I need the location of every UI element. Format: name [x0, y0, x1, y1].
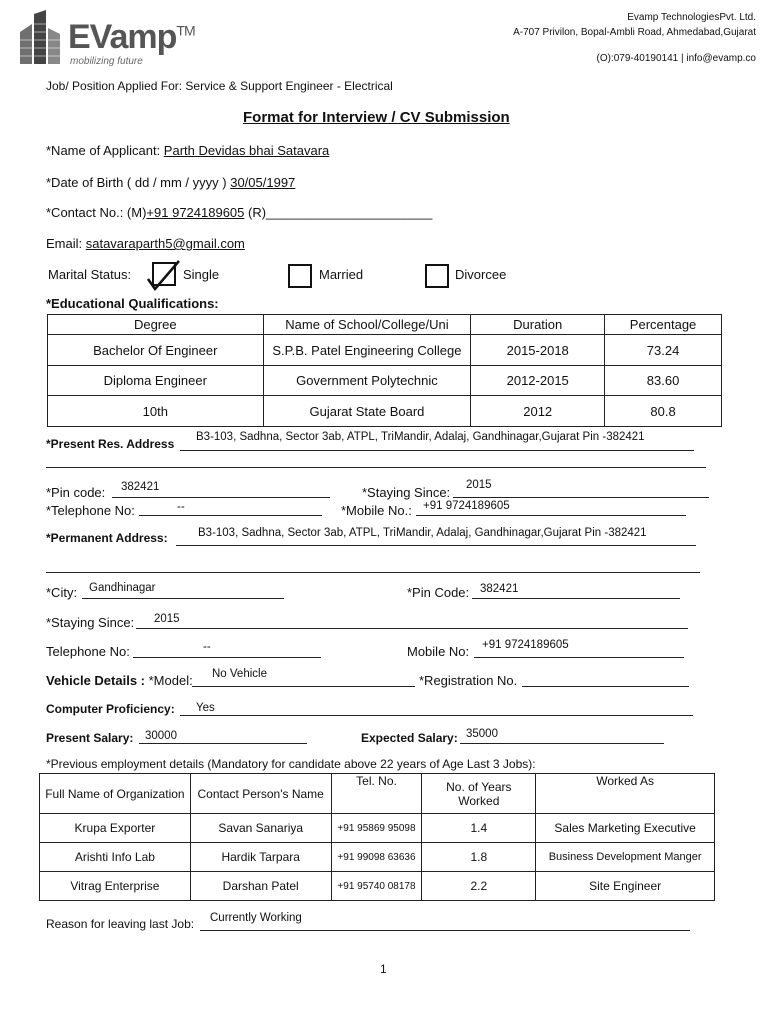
- vehicle-row: Vehicle Details : *Model:: [46, 673, 193, 688]
- permanent-staying-value[interactable]: 2015: [154, 613, 180, 625]
- present-staying-value[interactable]: 2015: [466, 479, 492, 491]
- col-percentage: Percentage: [605, 315, 722, 335]
- col-worked-as: Worked As: [536, 774, 715, 814]
- permanent-address-value[interactable]: B3-103, Sadhna, Sector 3ab, ATPL, TriMandir, Adalaj, Gandhinagar,Gujarat Pin -382421: [198, 527, 647, 539]
- present-staying-label: *Staying Since:: [362, 485, 451, 500]
- form-title: Format for Interview / CV Submission: [243, 109, 510, 126]
- computer-value[interactable]: Yes: [196, 702, 215, 714]
- permanent-mobile-label: Mobile No:: [407, 644, 470, 659]
- present-tel-label: *Telephone No:: [46, 503, 135, 518]
- building-logo-icon: [18, 10, 66, 64]
- checkbox-married[interactable]: [288, 264, 312, 288]
- expected-salary-value[interactable]: 35000: [466, 728, 498, 740]
- education-heading: *Educational Qualifications:: [46, 296, 219, 311]
- permanent-pin-label: *Pin Code:: [407, 585, 470, 600]
- checkbox-divorcee[interactable]: [425, 264, 449, 288]
- education-table: [47, 314, 722, 427]
- employment-table: [39, 773, 715, 901]
- option-divorcee: Divorcee: [455, 267, 507, 282]
- company-name: Evamp TechnologiesPvt. Ltd.: [627, 12, 756, 23]
- city-value[interactable]: Gandhinagar: [89, 582, 156, 594]
- registration-label: *Registration No.: [419, 673, 518, 688]
- vehicle-model-value[interactable]: No Vehicle: [212, 668, 267, 680]
- city-label: *City:: [46, 585, 78, 600]
- present-pin-value[interactable]: 382421: [121, 481, 160, 493]
- education-header-row: [48, 315, 722, 335]
- present-address-label: *Present Res. Address: [46, 437, 175, 451]
- present-salary-value[interactable]: 30000: [145, 730, 177, 742]
- check-mark-icon: [143, 259, 183, 291]
- table-row: Vitrag Enterprise Darshan Patel +91 95740 08178 2.2 Site Engineer: [40, 872, 715, 901]
- table-row: Arishti Info Lab Hardik Tarpara +91 99098 63636 1.8 Business Development Manger: [40, 843, 715, 872]
- company-logo: [18, 10, 208, 70]
- col-duration: Duration: [471, 315, 605, 335]
- col-school: Name of School/College/Uni: [263, 315, 471, 335]
- reason-label: Reason for leaving last Job:: [46, 917, 195, 931]
- company-address: A-707 Privilon, Bopal-Ambli Road, Ahmedabad,Gujarat: [513, 27, 756, 38]
- permanent-address-label: *Permanent Address:: [46, 531, 168, 545]
- contact-mobile[interactable]: +91 9724189605: [146, 205, 245, 220]
- employment-heading: *Previous employment details (Mandatory for candidate above 22 years of Age Last 3 Jobs):: [46, 757, 536, 771]
- permanent-staying-label: *Staying Since:: [46, 615, 135, 630]
- reason-value[interactable]: Currently Working: [210, 912, 302, 924]
- present-tel-value[interactable]: --: [177, 501, 185, 513]
- contact-row: *Contact No.: (M)+91 9724189605 (R)_______________________: [46, 205, 433, 220]
- col-contact-person: Contact Person's Name: [190, 774, 331, 814]
- col-degree: Degree: [48, 315, 264, 335]
- col-years: No. of Years Worked: [422, 774, 536, 814]
- present-mobile-value[interactable]: +91 9724189605: [423, 500, 510, 512]
- applicant-name-row: *Name of Applicant: Parth Devidas bhai Satavara: [46, 143, 330, 158]
- present-pin-label: *Pin code:: [46, 485, 106, 500]
- expected-salary-label: Expected Salary:: [361, 731, 458, 745]
- permanent-tel-value[interactable]: --: [203, 641, 211, 653]
- company-contact: (O):079-40190141 | info@evamp.co: [596, 53, 756, 64]
- present-mobile-label: *Mobile No.:: [341, 503, 412, 518]
- permanent-pin-value[interactable]: 382421: [480, 583, 519, 595]
- table-row: Diploma Engineer Government Polytechnic 2012-2015 83.60: [48, 366, 722, 396]
- employment-header-row: [40, 774, 715, 814]
- col-organization: Full Name of Organization: [40, 774, 191, 814]
- logo-text: EVamp™: [68, 18, 195, 56]
- marital-label: Marital Status:: [48, 267, 132, 282]
- email-value[interactable]: satavaraparth5@gmail.com: [85, 236, 245, 251]
- dob-value[interactable]: 30/05/1997: [230, 175, 296, 190]
- job-position: Job/ Position Applied For: Service & Support Engineer - Electrical: [46, 79, 393, 93]
- table-row: 10th Gujarat State Board 2012 80.8: [48, 396, 722, 427]
- computer-label: Computer Proficiency:: [46, 702, 175, 716]
- dob-row: *Date of Birth ( dd / mm / yyyy ) 30/05/1997: [46, 175, 296, 190]
- present-salary-label: Present Salary:: [46, 731, 134, 745]
- permanent-mobile-value[interactable]: +91 9724189605: [482, 639, 569, 651]
- logo-tagline: mobilizing future: [70, 56, 143, 67]
- option-single: Single: [183, 267, 220, 282]
- table-row: Bachelor Of Engineer S.P.B. Patel Engineering College 2015-2018 73.24: [48, 335, 722, 366]
- option-married: Married: [319, 267, 364, 282]
- applicant-name[interactable]: Parth Devidas bhai Satavara: [163, 143, 330, 158]
- page-number: 1: [380, 962, 387, 976]
- table-row: Krupa Exporter Savan Sanariya +91 95869 95098 1.4 Sales Marketing Executive: [40, 814, 715, 843]
- present-address-value[interactable]: B3-103, Sadhna, Sector 3ab, ATPL, TriMandir, Adalaj, Gandhinagar,Gujarat Pin -382421: [196, 431, 645, 443]
- col-tel: Tel. No.: [331, 774, 422, 814]
- permanent-tel-label: Telephone No:: [46, 644, 130, 659]
- email-row: Email: satavaraparth5@gmail.com: [46, 236, 245, 251]
